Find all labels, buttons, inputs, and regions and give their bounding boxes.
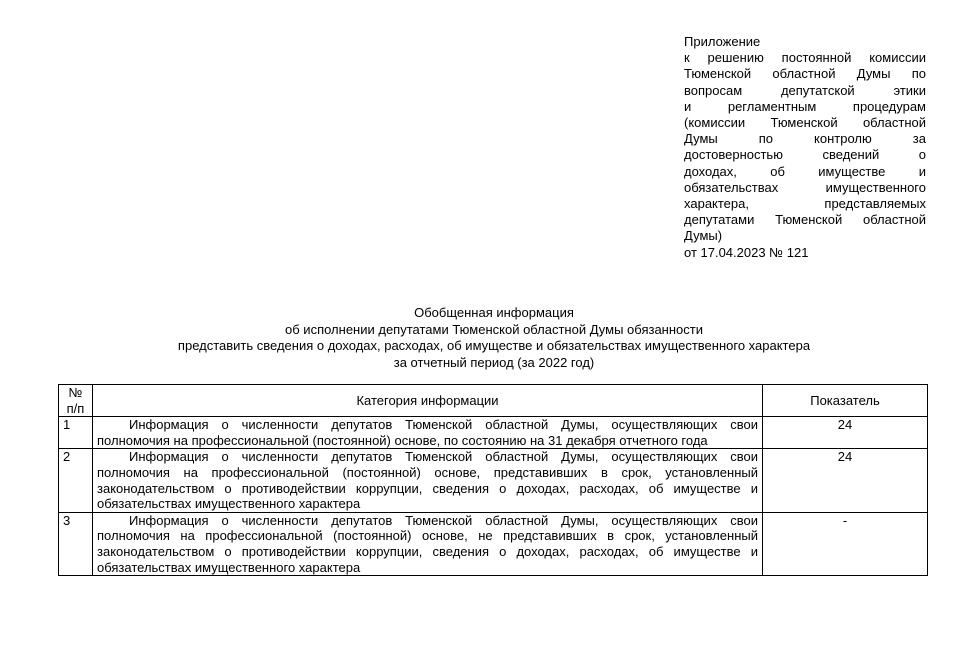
- column-header-category: Категория информации: [93, 385, 763, 417]
- row-number: 2: [59, 449, 93, 512]
- appendix-line: Думы по контролю за: [684, 131, 926, 147]
- appendix-block: [684, 34, 926, 261]
- row-number: 1: [59, 417, 93, 449]
- appendix-line: Приложение: [684, 34, 761, 49]
- appendix-line: характера, представляемых: [684, 196, 926, 212]
- row-category: Информация о численности депутатов Тюменской областной Думы, осуществляющих свои полномочия на профессиональной (постоянной) основе, по состоянию на 31 декабря отчетного года: [93, 417, 763, 449]
- table-row: [59, 417, 928, 449]
- appendix-date-line: от 17.04.2023 № 121: [684, 244, 809, 260]
- document-heading: [60, 305, 928, 371]
- row-category: Информация о численности депутатов Тюменской областной Думы, осуществляющих свои полномочия на профессиональной (постоянной) основе, представивших в срок, установленный законодательством о противодействии коррупции, сведения о доходах, расходах, об имуществе и обязательствах имущественного характера: [93, 449, 763, 512]
- row-indicator: -: [763, 512, 928, 575]
- appendix-line: Тюменской областной Думы по: [684, 66, 926, 82]
- row-indicator: 24: [763, 417, 928, 449]
- column-header-number: [59, 385, 93, 417]
- appendix-line: Думы): [684, 228, 723, 244]
- appendix-line: (комиссии Тюменской областной: [684, 115, 926, 131]
- heading-line: об исполнении депутатами Тюменской областной Думы обязанности: [285, 321, 703, 337]
- row-indicator: 24: [763, 449, 928, 512]
- table-row: [59, 512, 928, 575]
- appendix-line: и регламентным процедурам: [684, 98, 926, 114]
- appendix-line: вопросам депутатской этики: [684, 82, 926, 98]
- column-header-indicator: Показатель: [763, 385, 928, 417]
- appendix-line: депутатами Тюменской областной: [684, 212, 926, 228]
- table-header-row: [59, 385, 928, 417]
- appendix-line: доходах, об имуществе и: [684, 163, 926, 179]
- column-header-number-line1: №: [68, 385, 83, 400]
- table-row: [59, 449, 928, 512]
- heading-title: Обобщенная информация: [414, 305, 574, 320]
- appendix-line: достоверностью сведений о: [684, 147, 926, 163]
- row-number: 3: [59, 512, 93, 575]
- row-category: Информация о численности депутатов Тюменской областной Думы, осуществляющих свои полномочия на профессиональной (постоянной) основе, не представивших в срок, установленный законодательством о противодействии коррупции, сведения о доходах, расходах, об имуществе и обязательствах имущественного характера: [93, 512, 763, 575]
- heading-period: за отчетный период (за 2022 год): [393, 354, 595, 370]
- appendix-line: к решению постоянной комиссии: [684, 50, 926, 66]
- heading-line: представить сведения о доходах, расходах, об имуществе и обязательствах имущественного характера: [177, 338, 811, 353]
- appendix-line: обязательствах имущественного: [684, 179, 926, 195]
- column-header-number-line2: п/п: [66, 400, 85, 416]
- information-table: [58, 384, 928, 576]
